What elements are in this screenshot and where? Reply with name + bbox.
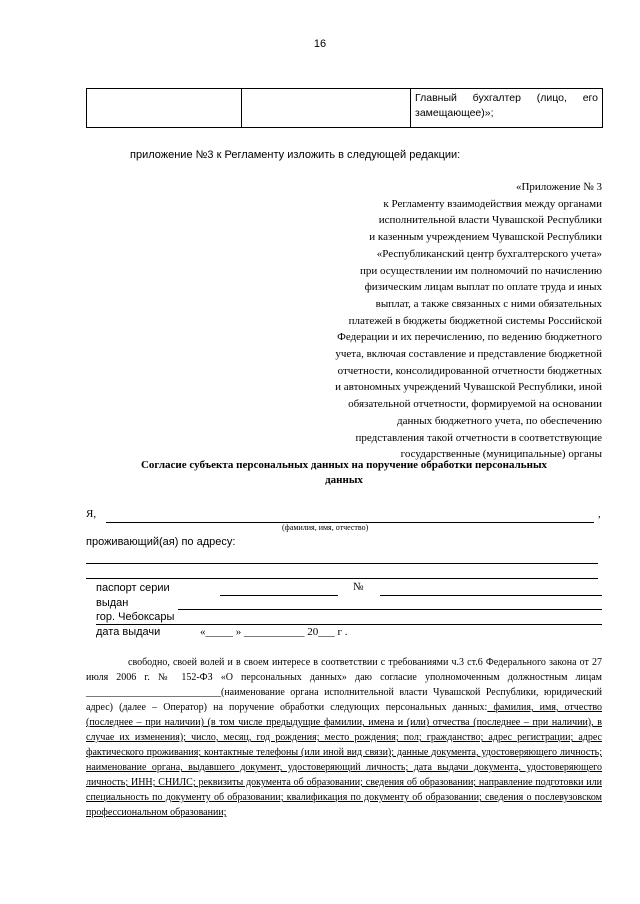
issue-date-value: «_____ » ___________ 20___ г . (200, 626, 348, 638)
consent-text: свободно, своей волей и в своем интересе в соответствии с требованиями ч.3 ст.6 Федерального закона от 27 июля 2006 г. № 152-ФЗ «О персональных данных» даю согласие уполномоченным должностным лицам ___________________________(наименование органа исполнительной власти Чувашской Республики, юридический адрес) (далее – Оператор) на поручение обработки следующих персональных данных: (86, 657, 602, 713)
fio-comma: , (598, 508, 601, 520)
appendix-line: данных бюджетного учета, по обеспечению (396, 414, 602, 427)
city-label: гор. Чебоксары (96, 611, 175, 623)
form-title-line-1: Согласие субъекта персональных данных на поручение обработки персональных (140, 459, 548, 471)
appendix-line: отчетности, консолидированной отчетности бюджетных (337, 364, 602, 377)
appendix-line: учета, включая составление и представление бюджетной (335, 348, 602, 361)
appendix-line: и автономных учреждений Чувашской Республики, иной (335, 381, 602, 394)
address-line-1[interactable] (86, 563, 598, 564)
passport-number-line[interactable] (380, 595, 602, 596)
fio-caption: (фамилия, имя, отчество) (282, 523, 369, 532)
appendix-line: выплат, а также связанных с ними обязательных (375, 297, 602, 310)
appendix-line: «Приложение № 3 (515, 181, 602, 193)
form-title-line-2: данных (325, 474, 363, 486)
appendix-line: к Регламенту взаимодействия между органами (383, 197, 602, 210)
passport-number-sign: № (353, 581, 364, 593)
form-title (86, 458, 602, 488)
table-cell-empty-1 (87, 89, 242, 128)
intro-line: приложение №3 к Регламенту изложить в следующей редакции: (130, 149, 461, 161)
appendix-line: физическим лицам выплат по оплате труда и иных (364, 281, 602, 294)
appendix-line: «Республиканский центр бухгалтерского учета» (376, 247, 602, 260)
appendix-line: Федерации и их перечислению, по ведению бюджетного (337, 331, 602, 344)
appendix-line: и казенным учреждением Чувашской Республики (369, 231, 602, 244)
passport-series-label: паспорт серии (96, 582, 170, 594)
address-line-2[interactable] (86, 578, 598, 579)
page-number: 16 (313, 38, 327, 50)
appendix-line: при осуществлении им полномочий по начислению (359, 264, 602, 277)
consent-data-list: фамилия, имя, отчество (последнее – при наличии) (в том числе предыдущие фамилии, имена и (или) отчества (последнее – при наличии), в случае их изменения); число, месяц, год рождения; место рождения; пол; гражданство; адрес регистрации; адрес фактического проживания; контактные телефоны (или иной вид связи); данные документа, удостоверяющего личность; наименование органа, выдавшего документ, удостоверяющий личность; дата выдачи документа, удостоверяющего личность; ИНН; СНИЛС; реквизиты документа об образовании; сведения об образовании; направление подготовки или специальность по документу об образовании; квалификация по документу об образовании; сведения о послевузовском профессиональном образовании; (86, 702, 602, 818)
appendix-line: платежей в бюджеты бюджетной системы Российской (348, 314, 602, 327)
appendix-header (262, 179, 602, 463)
passport-series-line[interactable] (220, 595, 338, 596)
address-label: проживающий(ая) по адресу: (86, 536, 236, 548)
appendix-line: исполнительной власти Чувашской Республики (378, 214, 602, 227)
appendix-line: государственные (муниципальные) органы (400, 448, 602, 461)
table-cell-empty-2 (242, 89, 411, 128)
ya-label: Я, (86, 508, 97, 520)
issue-date-label: дата выдачи (96, 626, 161, 638)
issued-label: выдан (96, 597, 129, 609)
city-line[interactable] (96, 624, 602, 625)
consent-paragraph (86, 655, 602, 820)
issued-line[interactable] (178, 609, 602, 610)
appendix-line: представления такой отчетности в соответствующие (355, 431, 602, 444)
top-table (86, 88, 603, 128)
appendix-line: обязательной отчетности, формируемой на основании (348, 398, 602, 411)
table-cell-chief-accountant: Главный бухгалтер (лицо, его замещающее)»; (411, 89, 603, 128)
